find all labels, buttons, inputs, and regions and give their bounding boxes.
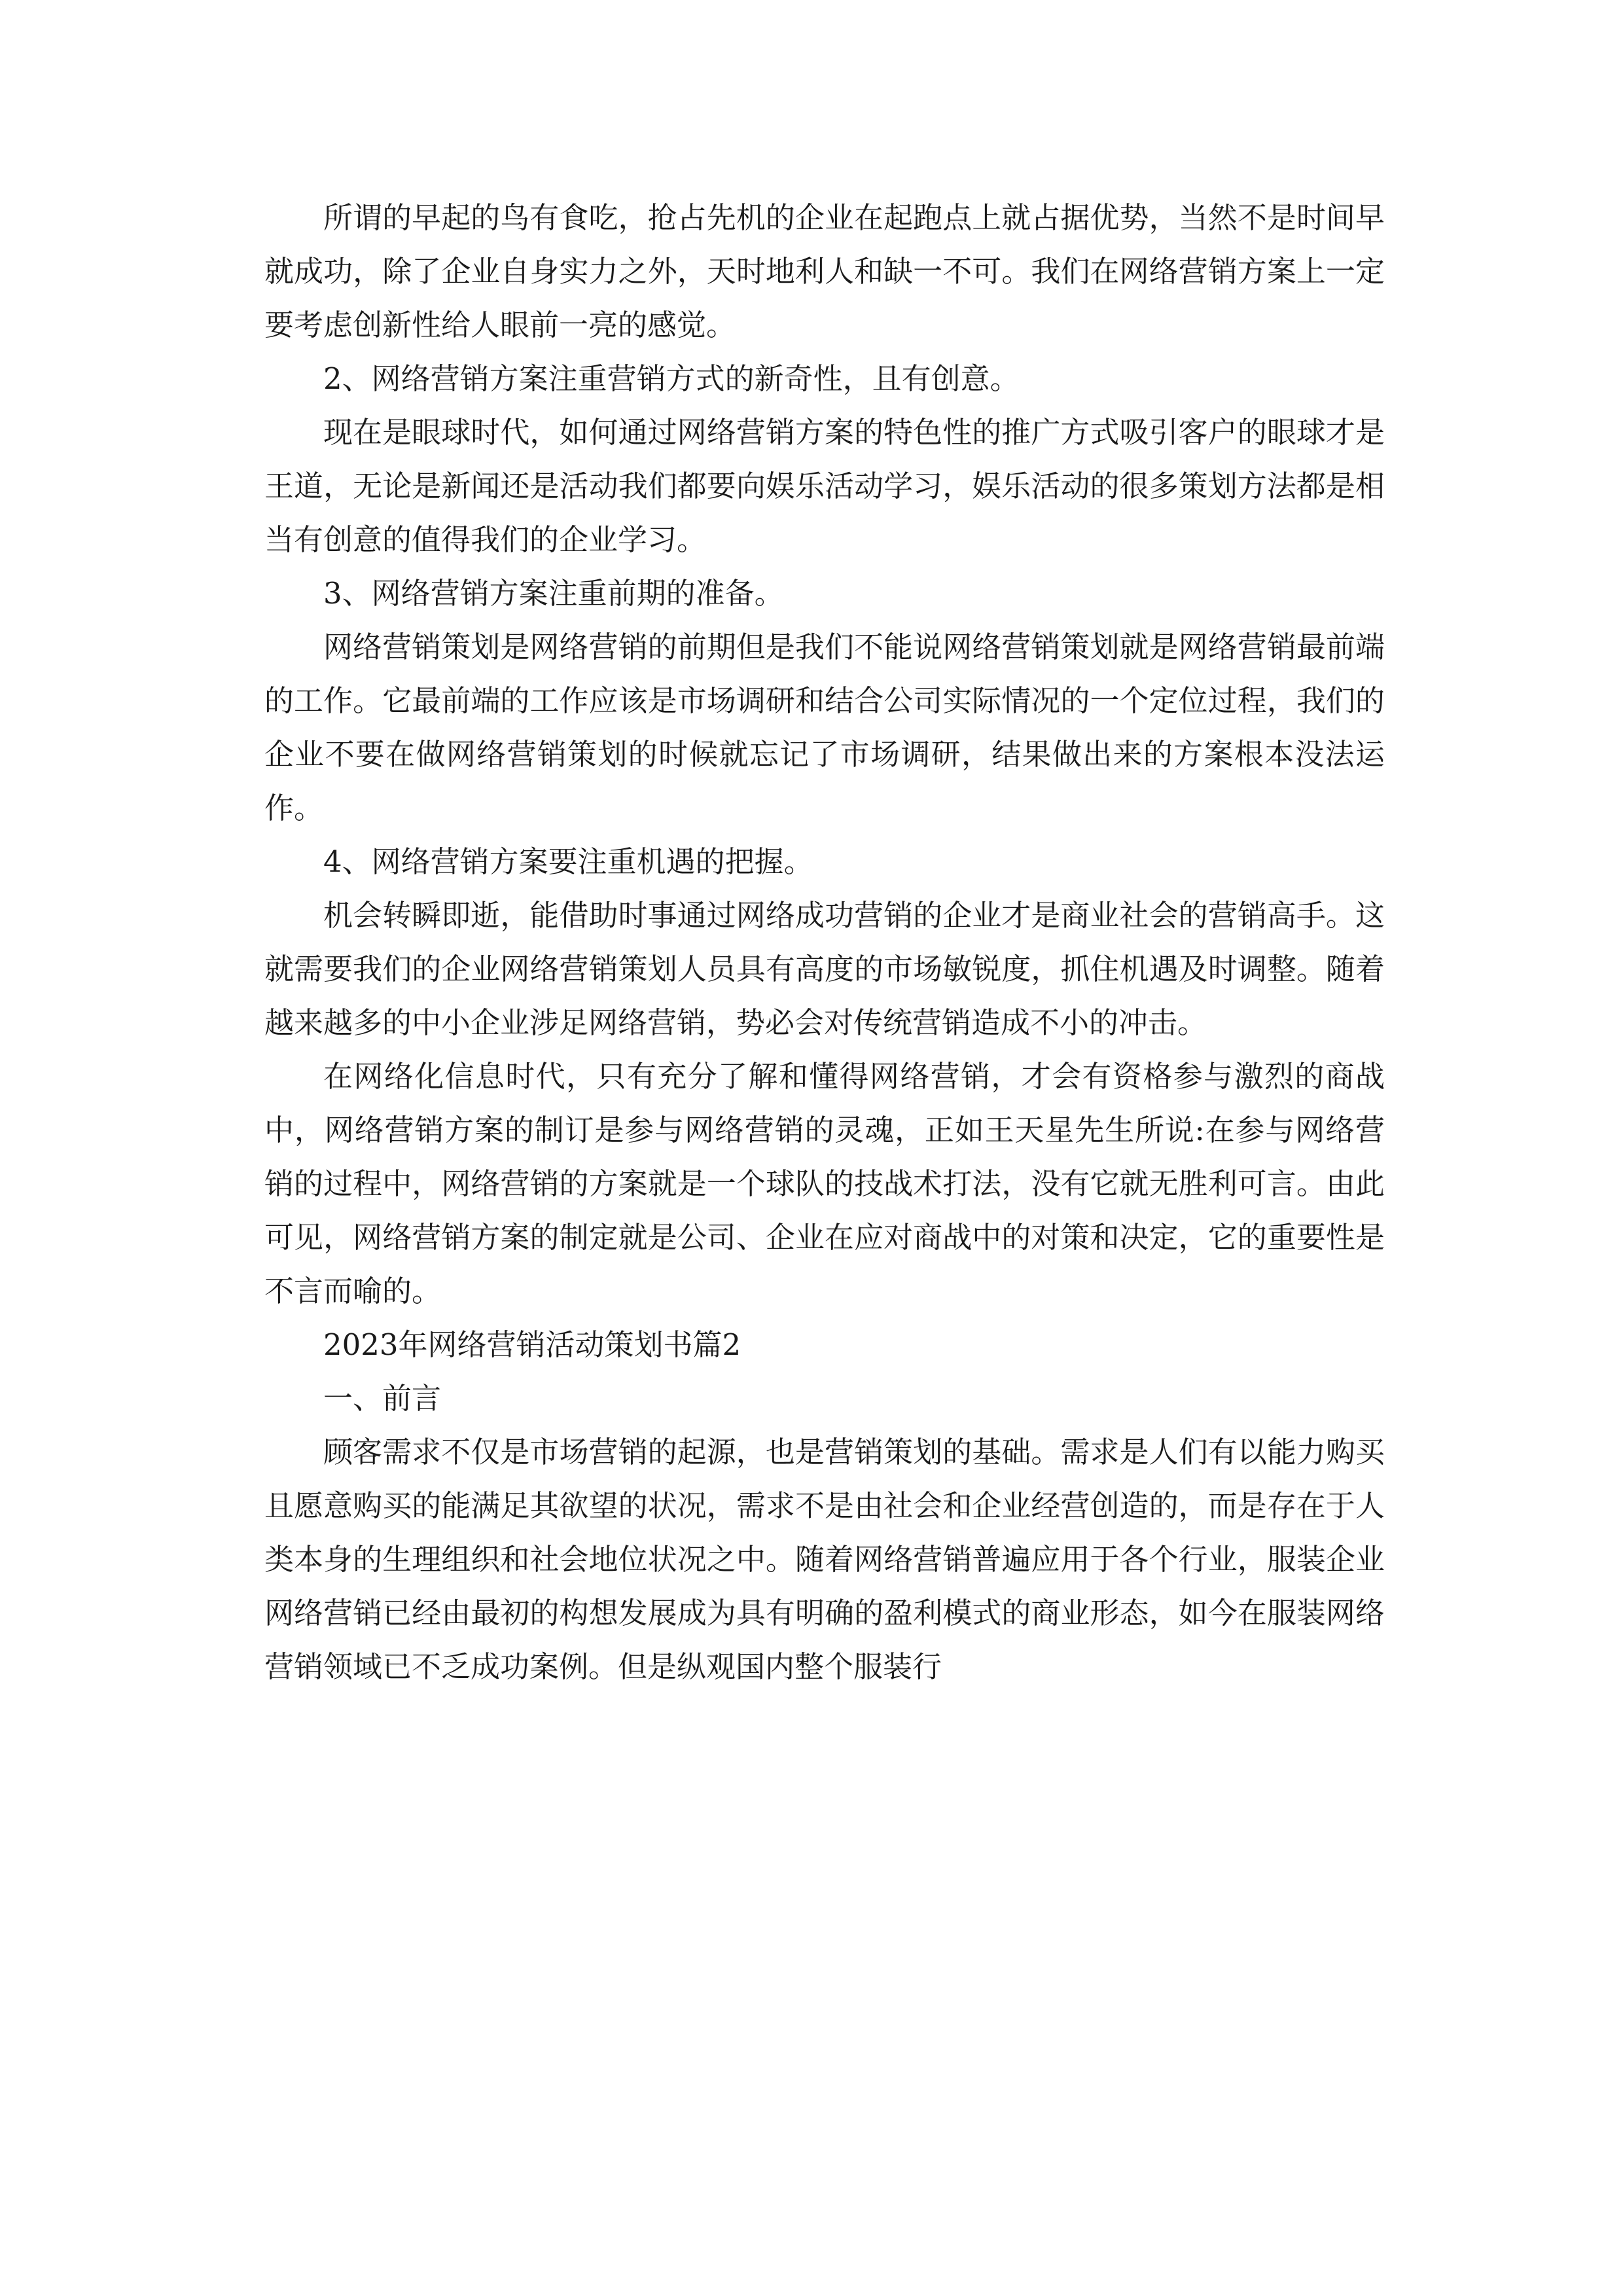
- heading-point-3: 3、网络营销方案注重前期的准备。: [323, 576, 784, 611]
- heading-point-4: 4、网络营销方案要注重机遇的把握。: [323, 844, 813, 879]
- paragraph-eyeball-era: 现在是眼球时代，如何通过网络营销方案的特色性的推广方式吸引客户的眼球才是王道，无论是新闻还是活动我们都要向娱乐活动学习，娱乐活动的很多策划方法都是相当有创意的值得我们的企业学习。: [264, 415, 1385, 557]
- heading-point-2: 2、网络营销方案注重营销方式的新奇性，且有创意。: [323, 361, 1020, 396]
- section-title-part-2: 2023年网络营销活动策划书篇2: [323, 1327, 741, 1362]
- paragraph-opportunity: 机会转瞬即逝，能借助时事通过网络成功营销的企业才是商业社会的营销高手。这就需要我们的企业网络营销策划人员具有高度的市场敏锐度，抓住机遇及时调整。随着越来越多的中小企业涉足网络营销，势必会对传统营销造成不小的冲击。: [264, 898, 1385, 1040]
- document-body: [264, 191, 1385, 1694]
- heading-preface: 一、前言: [323, 1381, 442, 1416]
- paragraph-customer-demand: 顾客需求不仅是市场营销的起源，也是营销策划的基础。需求是人们有以能力购买且愿意购买的能满足其欲望的状况，需求不是由社会和企业经营创造的，而是存在于人类本身的生理组织和社会地位状况之中。随着网络营销普遍应用于各个行业，服装企业网络营销已经由最初的构想发展成为具有明确的盈利模式的商业形态，如今在服装网络营销领域已不乏成功案例。但是纵观国内整个服装行: [264, 1435, 1385, 1684]
- paragraph-early-bird: 所谓的早起的鸟有食吃，抢占先机的企业在起跑点上就占据优势，当然不是时间早就成功，除了企业自身实力之外，天时地利人和缺一不可。我们在网络营销方案上一定要考虑创新性给人眼前一亮的感觉。: [264, 200, 1385, 342]
- paragraph-market-research: 网络营销策划是网络营销的前期但是我们不能说网络营销策划就是网络营销最前端的工作。它最前端的工作应该是市场调研和结合公司实际情况的一个定位过程，我们的企业不要在做网络营销策划的时候就忘记了市场调研，结果做出来的方案根本没法运作。: [264, 630, 1385, 825]
- paragraph-conclusion: 在网络化信息时代，只有充分了解和懂得网络营销，才会有资格参与激烈的商战中，网络营销方案的制订是参与网络营销的灵魂，正如王天星先生所说:在参与网络营销的过程中，网络营销的方案就是一个球队的技战术打法，没有它就无胜利可言。由此可见，网络营销方案的制定就是公司、企业在应对商战中的对策和决定，它的重要性是不言而喻的。: [264, 1059, 1385, 1308]
